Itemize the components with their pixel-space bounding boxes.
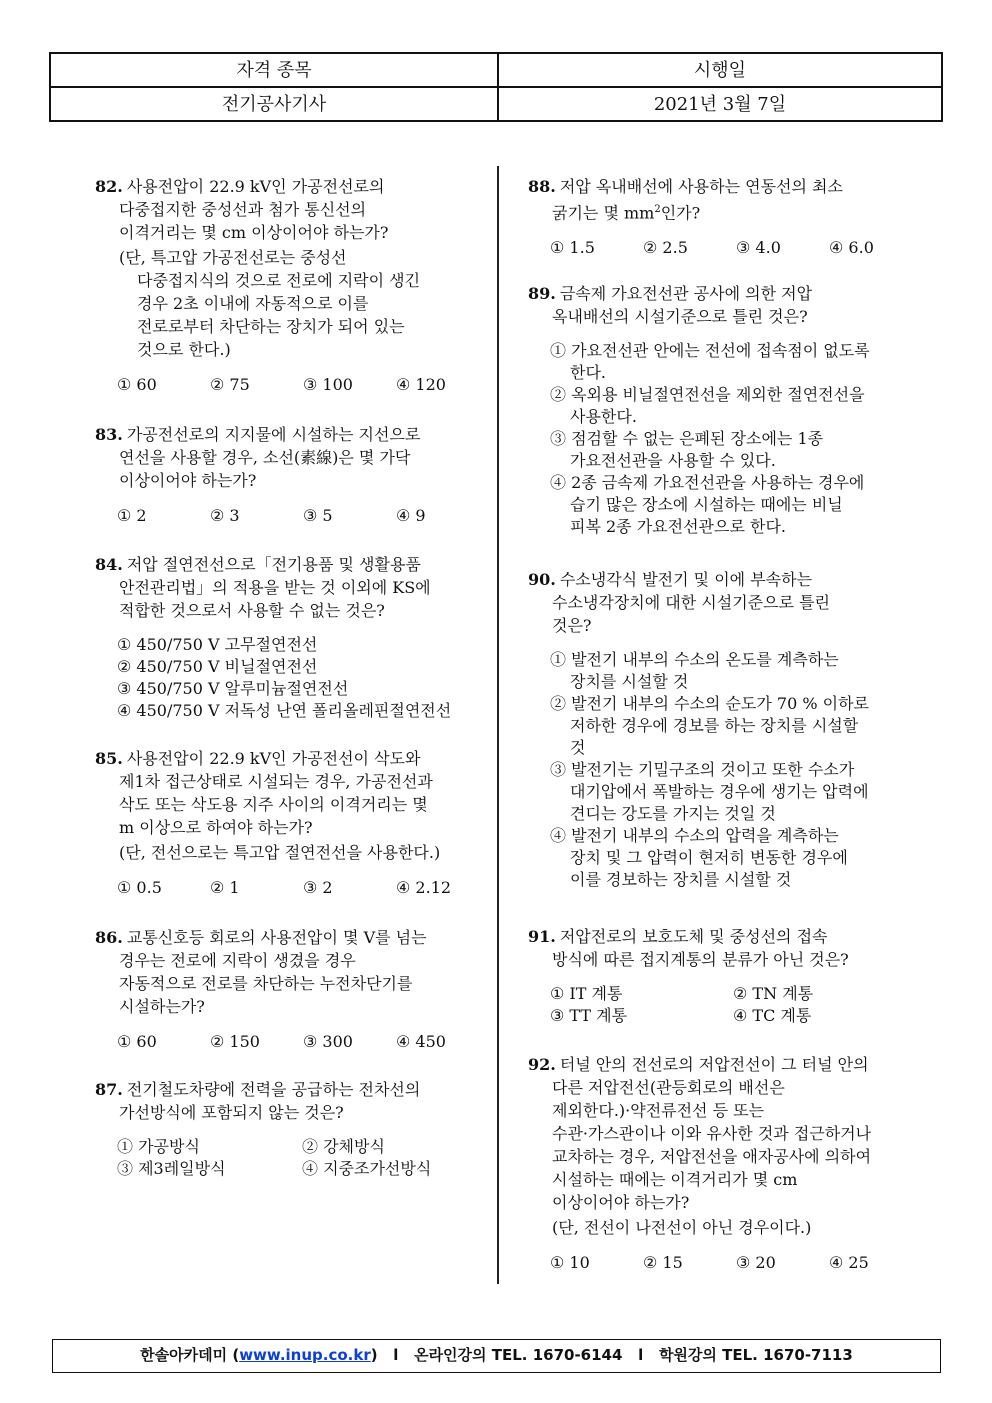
question-90 <box>528 568 928 891</box>
header-exam-date-value: 2021년 3월 7일 <box>653 94 787 115</box>
question-text: 교통신호등 회로의 사용전압이 몇 V를 넘는 <box>126 928 427 947</box>
question-text: 제외한다.)·약전류전선 등 또는 <box>552 1101 765 1120</box>
question-note: (단, 전선으로는 특고압 절연전선을 사용한다.) <box>119 843 441 862</box>
question-text: m 이상으로 하여야 하는가? <box>119 818 313 837</box>
question-number: 84. <box>95 555 123 574</box>
option-2[interactable]: ② 15 <box>643 1253 683 1272</box>
option-4[interactable]: ④ 지중조가선방식 <box>302 1159 432 1178</box>
footer-separator: l <box>393 1346 399 1364</box>
question-88 <box>528 175 928 259</box>
option-1[interactable] <box>550 649 928 693</box>
option-text: 한다. <box>570 363 606 382</box>
question-91 <box>528 925 928 1027</box>
question-84 <box>95 553 490 722</box>
question-number: 83. <box>95 425 123 444</box>
question-text: 이상이어야 하는가? <box>552 1193 690 1212</box>
option-4[interactable]: ④ 25 <box>829 1253 869 1272</box>
question-92 <box>528 1053 928 1274</box>
option-4[interactable]: ④ TC 계통 <box>733 1006 812 1025</box>
question-text: 적합한 것으로서 사용할 수 없는 것은? <box>119 601 385 620</box>
option-text: 사용한다. <box>570 407 637 426</box>
header-qualification-label: 자격 종목 <box>236 60 312 81</box>
question-note: 전로로부터 차단하는 장치가 되어 있는 <box>137 317 405 336</box>
option-text: ② 발전기 내부의 수소의 순도가 70 % 이하로 <box>550 694 870 713</box>
column-divider <box>497 166 499 1284</box>
question-text: 사용전압이 22.9 kV인 가공전선이 삭도와 <box>126 749 421 768</box>
question-text: 인가? <box>660 203 701 223</box>
option-text: 피복 2종 가요전선관으로 한다. <box>570 517 786 536</box>
question-86 <box>95 926 490 1053</box>
option-text: 저하한 경우에 경보를 하는 장치를 시설할 <box>570 716 859 735</box>
question-text-line2 <box>528 198 928 224</box>
option-3[interactable]: ③ 제3레일방식 <box>117 1159 226 1178</box>
question-number: 86. <box>95 928 123 947</box>
footer-brand-close: ) <box>370 1346 378 1364</box>
question-text: 저압전로의 보호도체 및 중성선의 접속 <box>559 927 828 946</box>
question-note: (단, 특고압 가공전선로는 중성선 <box>119 248 347 267</box>
option-text: 장치 및 그 압력이 현저히 변동한 경우에 <box>570 848 848 867</box>
option-4[interactable]: ④ 450/750 V 저독성 난연 폴리올레핀절연전선 <box>117 701 452 720</box>
option-text: ④ 2종 금속제 가요전선관을 사용하는 경우에 <box>550 473 865 492</box>
question-text: 삭도 또는 삭도용 지주 사이의 이격거리는 몇 <box>119 795 428 814</box>
option-text: 대기압에서 폭발하는 경우에 생기는 압력에 <box>570 782 869 801</box>
option-3[interactable]: ③ 300 <box>303 1032 353 1051</box>
question-text: 수관·가스관이나 이와 유사한 것과 접근하거나 <box>552 1124 872 1143</box>
question-text: 교차하는 경우, 저압전선을 애자공사에 의하여 <box>552 1147 872 1166</box>
option-text: 견디는 강도를 가지는 것일 것 <box>570 804 776 823</box>
option-1[interactable]: ① 10 <box>550 1253 590 1272</box>
option-text: 것 <box>570 738 586 757</box>
option-2[interactable]: ② 3 <box>210 506 240 525</box>
question-text: 방식에 따른 접지계통의 분류가 아닌 것은? <box>552 950 849 969</box>
question-text: 사용전압이 22.9 kV인 가공전선로의 <box>126 177 385 196</box>
option-3[interactable]: ③ 2 <box>303 878 333 897</box>
option-1[interactable] <box>550 340 928 384</box>
question-text: 다른 저압전선(관등회로의 배선은 <box>552 1078 785 1097</box>
option-2[interactable]: ② 1 <box>210 878 240 897</box>
question-text: 옥내배선의 시설기준으로 틀린 것은? <box>552 307 808 326</box>
option-4[interactable] <box>550 825 928 891</box>
option-3[interactable]: ③ TT 계통 <box>550 1006 628 1025</box>
question-number: 88. <box>528 177 556 196</box>
option-2[interactable]: ② 450/750 V 비닐절연전선 <box>117 657 318 676</box>
question-text: 제1차 접근상태로 시설되는 경우, 가공전선과 <box>119 772 433 791</box>
option-text: ① 발전기 내부의 수소의 온도를 계측하는 <box>550 650 839 669</box>
option-text: ③ 발전기는 기밀구조의 것이고 또한 수소가 <box>550 760 855 779</box>
option-2[interactable]: ② TN 계통 <box>733 984 814 1003</box>
option-1[interactable]: ① 60 <box>117 375 157 394</box>
option-1[interactable]: ① 가공방식 <box>117 1137 200 1156</box>
option-3[interactable] <box>550 759 928 825</box>
question-text: 자동적으로 전로를 차단하는 누전차단기를 <box>119 974 413 993</box>
option-4[interactable]: ④ 9 <box>396 506 426 525</box>
option-1[interactable]: ① 450/750 V 고무절연전선 <box>117 635 318 654</box>
question-text: 저압 절연전선으로「전기용품 및 생활용품 <box>126 555 421 574</box>
question-text: 시설하는 때에는 이격거리가 몇 cm <box>552 1170 798 1189</box>
footer-website-link[interactable]: www.inup.co.kr <box>239 1346 371 1364</box>
question-text: 연선을 사용할 경우, 소선(素線)은 몇 가닥 <box>119 448 411 467</box>
option-1[interactable]: ① 60 <box>117 1032 157 1051</box>
option-3[interactable] <box>550 428 928 472</box>
question-number: 82. <box>95 177 123 196</box>
header-exam-date-label: 시행일 <box>693 60 747 81</box>
question-note: 다중접지식의 것으로 전로에 지락이 생긴 <box>137 271 421 290</box>
option-1[interactable]: ① IT 계통 <box>550 984 623 1003</box>
option-1[interactable]: ① 1.5 <box>550 238 595 258</box>
question-text: 다중접지한 중성선과 첨가 통신선의 <box>119 200 367 219</box>
footer-brand: 한솔아카데미 ( <box>140 1346 240 1364</box>
question-text: 금속제 가요전선관 공사에 의한 저압 <box>559 284 813 303</box>
option-2[interactable]: ② 75 <box>210 375 250 394</box>
question-text: 가공전선로의 지지물에 시설하는 지선으로 <box>126 425 421 444</box>
option-text: ① 가요전선관 안에는 전선에 접속점이 없도록 <box>550 341 870 360</box>
question-number: 90. <box>528 570 556 589</box>
option-2[interactable] <box>550 384 928 428</box>
question-number: 89. <box>528 284 556 303</box>
superscript: 2 <box>654 204 661 215</box>
question-number: 91. <box>528 927 556 946</box>
option-text: 습기 많은 장소에 시설하는 때에는 비닐 <box>570 495 843 514</box>
option-4[interactable]: ④ 120 <box>396 375 446 394</box>
question-text: 이상이어야 하는가? <box>119 471 257 490</box>
page-footer <box>52 1339 941 1373</box>
exam-header-table <box>49 52 943 122</box>
question-text: 수소냉각장치에 대한 시설기준으로 틀린 <box>552 593 831 612</box>
option-text: ④ 발전기 내부의 수소의 압력을 계측하는 <box>550 826 839 845</box>
question-text: 이격거리는 몇 cm 이상이어야 하는가? <box>119 223 389 242</box>
option-4[interactable]: ④ 2.12 <box>396 878 452 897</box>
question-note: 경우 2초 이내에 자동적으로 이를 <box>137 294 369 313</box>
option-4[interactable]: ④ 450 <box>396 1032 446 1051</box>
question-text: 전기철도차량에 전력을 공급하는 전차선의 <box>126 1080 421 1099</box>
question-82 <box>95 175 490 396</box>
option-3[interactable]: ③ 450/750 V 알루미늄절연전선 <box>117 679 349 698</box>
question-text: 안전관리법」의 적용을 받는 것 이외에 KS에 <box>119 578 431 597</box>
option-4[interactable] <box>550 472 928 538</box>
option-text: 이를 경보하는 장치를 시설할 것 <box>570 870 792 889</box>
option-3[interactable]: ③ 4.0 <box>736 238 781 258</box>
header-qualification-value: 전기공사기사 <box>221 94 327 115</box>
question-note: (단, 전선이 나전선이 아닌 경우이다.) <box>552 1218 812 1237</box>
question-text: 저압 옥내배선에 사용하는 연동선의 최소 <box>559 177 843 196</box>
option-4[interactable]: ④ 6.0 <box>829 238 874 258</box>
question-number: 85. <box>95 749 123 768</box>
option-3[interactable]: ③ 5 <box>303 506 333 525</box>
option-2[interactable]: ② 강체방식 <box>302 1137 385 1156</box>
option-3[interactable]: ③ 20 <box>736 1253 776 1272</box>
question-text: 시설하는가? <box>119 997 205 1016</box>
question-number: 87. <box>95 1080 123 1099</box>
question-number: 92. <box>528 1055 556 1074</box>
option-2[interactable]: ② 2.5 <box>643 238 688 258</box>
question-83 <box>95 423 490 527</box>
question-note: 것으로 한다.) <box>137 340 231 359</box>
question-text: 굵기는 몇 mm <box>552 203 655 223</box>
option-2[interactable] <box>550 693 928 759</box>
question-text: 수소냉각식 발전기 및 이에 부속하는 <box>559 570 813 589</box>
question-text: 경우는 전로에 지락이 생겼을 경우 <box>119 951 356 970</box>
footer-offline-tel: 학원강의 TEL. 1670-7113 <box>658 1346 853 1364</box>
question-87 <box>95 1078 490 1180</box>
question-text: 터널 안의 전선로의 저압전선이 그 터널 안의 <box>559 1055 869 1074</box>
question-text: 가선방식에 포함되지 않는 것은? <box>119 1103 344 1122</box>
footer-online-tel: 온라인강의 TEL. 1670-6144 <box>414 1346 623 1364</box>
question-text: 것은? <box>552 616 592 635</box>
option-3[interactable]: ③ 100 <box>303 375 353 394</box>
option-text: 가요전선관을 사용할 수 있다. <box>570 451 776 470</box>
option-text: ② 옥외용 비닐절연전선을 제외한 절연전선을 <box>550 385 865 404</box>
option-text: 장치를 시설할 것 <box>570 672 689 691</box>
option-1[interactable]: ① 0.5 <box>117 878 162 897</box>
option-text: ③ 점검할 수 없는 은폐된 장소에는 1종 <box>550 429 824 448</box>
footer-separator: l <box>638 1346 644 1364</box>
question-85 <box>95 747 490 899</box>
option-2[interactable]: ② 150 <box>210 1032 260 1051</box>
option-1[interactable]: ① 2 <box>117 506 147 525</box>
question-89 <box>528 282 928 538</box>
